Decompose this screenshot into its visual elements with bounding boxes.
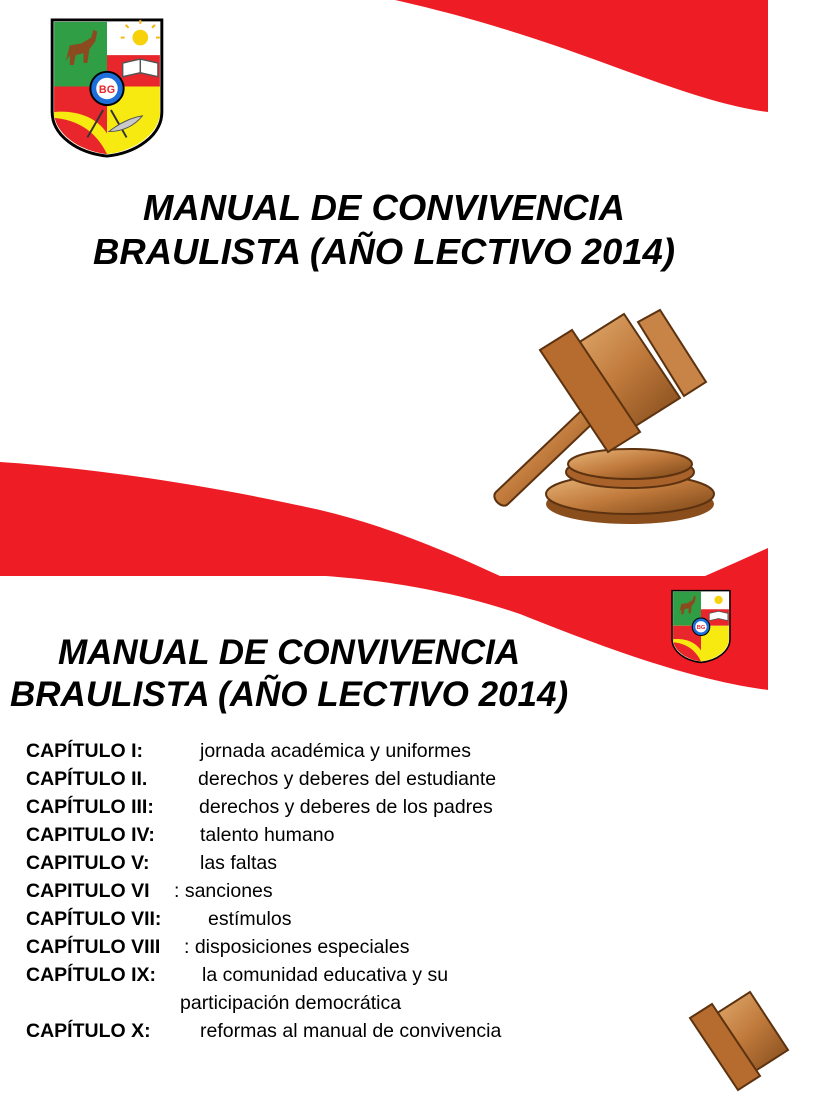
index-slide — [0, 576, 768, 1042]
chapter-label: CAPÍTULO I: — [26, 740, 143, 762]
chapter-title: : sanciones — [174, 880, 273, 902]
chapter-title: estímulos — [208, 908, 292, 930]
chapter-label: CAPITULO V: — [26, 852, 150, 874]
chapter-label: CAPITULO VI — [26, 880, 150, 902]
cover-title-line-2: BRAULISTA (AÑO LECTIVO 2014) — [92, 230, 676, 272]
gavel-icon — [690, 984, 820, 1094]
index-title-line-1: MANUAL DE CONVIVENCIA — [58, 633, 521, 672]
chapter-title-continued: participación democrática — [180, 992, 402, 1014]
chapter-label: CAPÍTULO III: — [26, 796, 154, 818]
cover-title — [0, 186, 768, 274]
chapter-label: CAPITULO IV: — [26, 824, 155, 846]
chapter-title: : disposiciones especiales — [184, 936, 410, 958]
school-crest-icon — [48, 16, 166, 158]
chapter-title: jornada académica y uniformes — [200, 740, 471, 762]
gavel-icon — [484, 306, 706, 526]
chapter-title: derechos y deberes de los padres — [199, 796, 493, 818]
chapter-label: CAPÍTULO VIII — [26, 936, 161, 958]
crest-monogram: BG — [98, 83, 116, 96]
chapter-title: talento humano — [200, 824, 335, 846]
chapter-label: CAPÍTULO II. — [26, 768, 148, 790]
index-title-line-2: BRAULISTA (AÑO LECTIVO 2014) — [10, 675, 569, 714]
cover-slide — [0, 0, 768, 576]
chapter-label: CAPÍTULO IX: — [26, 964, 156, 986]
index-title — [10, 632, 568, 716]
chapter-title: las faltas — [200, 852, 277, 874]
cover-title-line-1: MANUAL DE CONVIVENCIA — [143, 187, 625, 228]
chapter-title: reformas al manual de convivencia — [200, 1020, 502, 1042]
crest-monogram: BG — [696, 625, 706, 632]
school-crest-icon — [670, 586, 732, 666]
chapter-label: CAPÍTULO X: — [26, 1020, 151, 1042]
chapter-label: CAPÍTULO VII: — [26, 908, 162, 930]
chapter-title: la comunidad educativa y su — [202, 964, 449, 986]
chapter-title: derechos y deberes del estudiante — [198, 768, 497, 790]
